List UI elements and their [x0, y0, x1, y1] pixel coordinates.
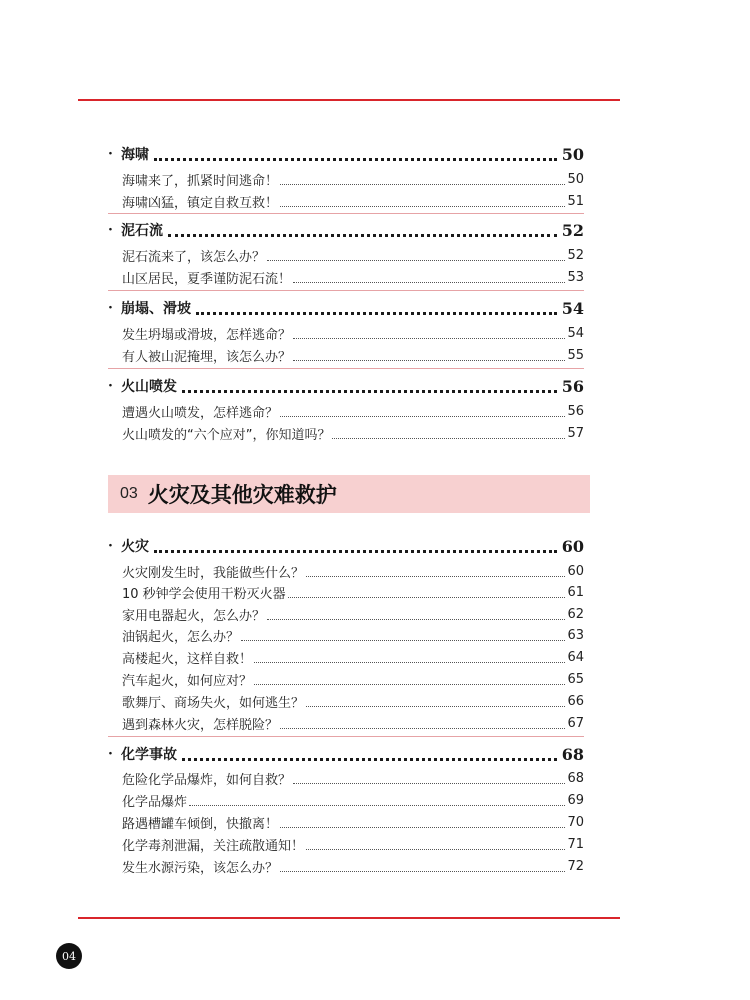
section-label: 泥石流 [121, 223, 163, 239]
bullet-dot: · [108, 222, 113, 238]
toc-section-title[interactable] [108, 375, 584, 397]
entry-label: 化学毒剂泄漏，关注疏散通知！ [122, 838, 305, 854]
dot-leader [332, 428, 565, 439]
entry-label: 油锅起火，怎么办？ [122, 629, 240, 645]
section-divider [108, 290, 584, 291]
dot-leader [280, 718, 565, 729]
chapter-number: 03 [120, 485, 138, 502]
dot-leader [293, 272, 565, 283]
section-divider [108, 368, 584, 369]
section-label: 海啸 [121, 147, 149, 163]
dot-leader [280, 196, 565, 207]
toc-section-title[interactable] [108, 535, 584, 557]
entry-page: 55 [567, 347, 584, 363]
dot-leader [293, 773, 565, 784]
chapter-title: 火灾及其他灾难救护 [147, 482, 337, 507]
toc-entry[interactable] [122, 169, 584, 189]
dot-leader [189, 795, 565, 806]
entry-page: 56 [567, 403, 584, 419]
toc-entry[interactable] [122, 647, 584, 667]
bottom-rule [78, 917, 620, 919]
entry-label: 火灾刚发生时，我能做些什么？ [122, 565, 305, 581]
entry-page: 70 [567, 814, 584, 830]
toc-entry[interactable] [122, 561, 584, 581]
entry-label: 家用电器起火，怎么办？ [122, 608, 266, 624]
entry-page: 62 [567, 606, 584, 622]
toc-entry[interactable] [122, 768, 584, 788]
toc-entry[interactable] [122, 713, 584, 733]
top-rule [78, 99, 620, 101]
toc-entry[interactable] [122, 582, 584, 602]
toc-section-title[interactable] [108, 219, 584, 241]
bullet-dot: · [108, 300, 113, 316]
entry-page: 51 [567, 193, 584, 209]
toc-entry[interactable] [122, 834, 584, 854]
entry-label: 山区居民，夏季谨防泥石流！ [122, 271, 292, 287]
dot-leader [293, 350, 565, 361]
section-page: 68 [561, 744, 584, 764]
toc-entry[interactable] [122, 856, 584, 876]
section-page: 56 [561, 376, 584, 396]
entry-page: 67 [567, 715, 584, 731]
dot-leader [267, 609, 565, 620]
entry-label: 泥石流来了，该怎么办？ [122, 249, 266, 265]
entry-page: 54 [567, 325, 584, 341]
toc-entry[interactable] [122, 345, 584, 365]
entry-page: 53 [567, 269, 584, 285]
entry-label: 路遇槽罐车倾倒，快撤离！ [122, 816, 279, 832]
dot-leader [182, 380, 557, 393]
dot-leader [293, 328, 565, 339]
toc-entry[interactable] [122, 669, 584, 689]
dot-leader [168, 224, 557, 237]
entry-page: 52 [567, 247, 584, 263]
dot-leader [254, 652, 565, 663]
toc-entry[interactable] [122, 625, 584, 645]
entry-label: 高楼起火，这样自救！ [122, 651, 253, 667]
bullet-dot: · [108, 746, 113, 762]
entry-page: 63 [567, 627, 584, 643]
dot-leader [267, 250, 565, 261]
entry-label: 遇到森林火灾，怎样脱险？ [122, 717, 279, 733]
entry-label: 汽车起火，如何应对？ [122, 673, 253, 689]
entry-page: 66 [567, 693, 584, 709]
dot-leader [280, 817, 565, 828]
entry-label: 遭遇火山喷发，怎样逃命？ [122, 405, 279, 421]
entry-label: 10 秒钟学会使用干粉灭火器 [122, 586, 286, 602]
bullet-dot: · [108, 146, 113, 162]
dot-leader [306, 566, 565, 577]
dot-leader [154, 540, 557, 553]
page-number-badge [56, 943, 82, 969]
toc-section-title[interactable] [108, 743, 584, 765]
dot-leader [288, 587, 566, 598]
entry-label: 化学品爆炸 [122, 794, 188, 810]
toc-entry[interactable] [122, 604, 584, 624]
toc-entry[interactable] [122, 191, 584, 211]
dot-leader [254, 674, 565, 685]
section-page: 52 [561, 220, 584, 240]
dot-leader [306, 696, 565, 707]
dot-leader [154, 148, 557, 161]
section-divider [108, 736, 584, 737]
page-number: 04 [62, 949, 76, 963]
section-label: 崩塌、滑坡 [121, 301, 191, 317]
toc-entry[interactable] [122, 401, 584, 421]
entry-page: 57 [567, 425, 584, 441]
section-page: 60 [561, 536, 584, 556]
entry-page: 65 [567, 671, 584, 687]
dot-leader [306, 839, 565, 850]
entry-label: 海啸凶猛，镇定自救互救！ [122, 195, 279, 211]
toc-entry[interactable] [122, 691, 584, 711]
toc-entry[interactable] [122, 267, 584, 287]
entry-label: 发生水源污染，该怎么办？ [122, 860, 279, 876]
entry-page: 60 [567, 563, 584, 579]
entry-page: 68 [567, 770, 584, 786]
entry-page: 50 [567, 171, 584, 187]
entry-page: 69 [567, 792, 584, 808]
entry-label: 危险化学品爆炸，如何自救？ [122, 772, 292, 788]
section-label: 化学事故 [121, 747, 177, 763]
toc-section-title[interactable] [108, 143, 584, 165]
entry-label: 发生坍塌或滑坡，怎样逃命？ [122, 327, 292, 343]
entry-label: 海啸来了，抓紧时间逃命！ [122, 173, 279, 189]
section-label: 火灾 [121, 539, 149, 555]
entry-page: 64 [567, 649, 584, 665]
toc-entry[interactable] [122, 245, 584, 265]
toc-entry[interactable] [122, 812, 584, 832]
toc-entry[interactable] [122, 423, 584, 443]
section-divider [108, 213, 584, 214]
section-page: 54 [561, 298, 584, 318]
dot-leader [196, 302, 557, 315]
section-label: 火山喷发 [121, 379, 177, 395]
toc-entry[interactable] [122, 323, 584, 343]
bullet-dot: · [108, 378, 113, 394]
dot-leader [280, 861, 565, 872]
entry-page: 61 [567, 584, 584, 600]
entry-page: 71 [567, 836, 584, 852]
section-page: 50 [561, 144, 584, 164]
entry-label: 火山喷发的“六个应对”，你知道吗？ [122, 427, 331, 443]
dot-leader [182, 748, 557, 761]
entry-page: 72 [567, 858, 584, 874]
bullet-dot: · [108, 538, 113, 554]
dot-leader [241, 630, 565, 641]
dot-leader [280, 174, 565, 185]
dot-leader [280, 406, 565, 417]
toc-section-title[interactable] [108, 297, 584, 319]
entry-label: 歌舞厅、商场失火，如何逃生？ [122, 695, 305, 711]
chapter-banner[interactable] [108, 475, 590, 513]
toc-entry[interactable] [122, 790, 584, 810]
entry-label: 有人被山泥掩埋，该怎么办？ [122, 349, 292, 365]
